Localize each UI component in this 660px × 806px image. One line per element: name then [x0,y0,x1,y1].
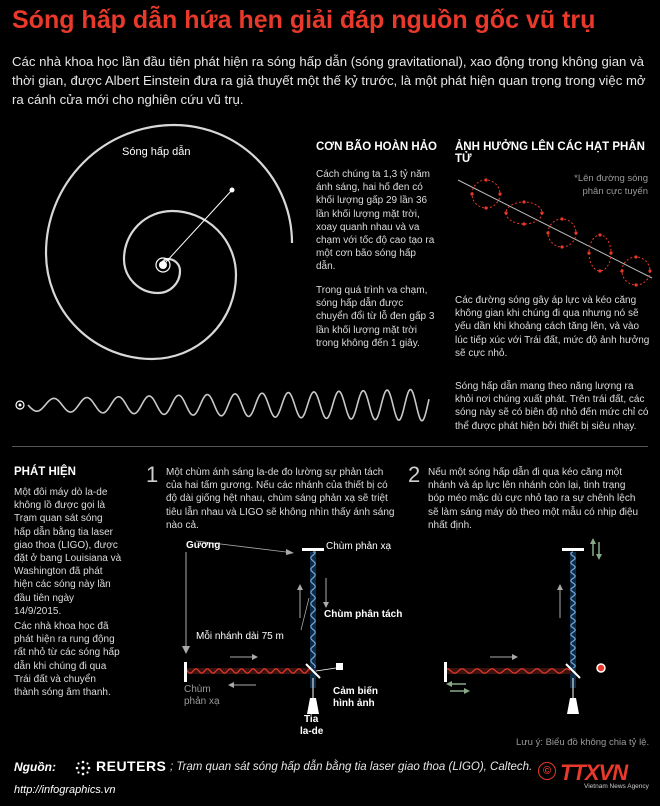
intro-text: Các nhà khoa học lần đầu tiên phát hiện ra sóng hấp dẫn (sóng gravitational), xao động trong không gian và thời gian, được Albert Einstein đưa ra giả thuyết một thế kỷ trước, là một phát hiện quan trọng trong việc mở ra cánh cửa mới cho nghiên cứu vũ trụ. [12,54,646,107]
scale-note: Lưu ý: Biểu đồ không chia tỷ lệ. [516,737,650,748]
detect-paragraph-1: Một đôi máy dò la-de không lồ được gọi là Trạm quan sát sóng hấp dẫn bằng tia laser giao thoa (LIGO), được đặt ở bang Louisiana và Washington đã phát hiện các sóng này lần đầu tiên ngày 14/9/2015. [14,487,122,617]
reuters-logo-icon [74,759,92,777]
step-2-text: Nếu một sóng hấp dẫn đi qua kéo căng một nhánh và áp lực lên nhánh còn lại, tinh trạng bóp méo mặc dù cực nhỏ tạo ra sự chênh lệch sẽ làm sáng máy dò theo một mẫu có nhịp điệu nhất định. [428,467,639,531]
ttxvn-logo-sub: Vietnam News Agency [584,783,649,790]
particles-paragraph-1: Các đường sóng gây áp lực và kéo căng không gian khi chúng đi qua nhưng nó sẽ yếu dần khi khoảng cách tăng lên, và vào lúc tiếp xúc với Trái đất, mức độ ảnh hưởng sẽ cực nhỏ. [455,295,650,359]
storm-heading: CƠN BÃO HOÀN HẢO [316,141,437,153]
wave-line [14,380,434,430]
pointer-line [166,190,232,262]
step-1-number: 1 [146,462,159,487]
footer-url[interactable]: http://infographics.vn [14,784,116,796]
mirror-top [302,548,324,551]
sensor-label-1: Cảm biến [333,686,379,697]
step-2-number: 2 [408,462,421,487]
detect-heading: PHÁT HIỆN [14,466,76,478]
particles-heading: ẢNH HƯỞNG LÊN CÁC HẠT PHÂN TỬ [455,141,645,165]
particles-note: *Lên đường sóng phân cực tuyến [574,173,648,198]
spiral-label: Sóng hấp dẫn [122,146,191,158]
reflect-left-label-2: phản xạ [184,696,220,707]
reflect-left-label-1: Chùm [184,684,211,695]
sensor-lit-icon [597,664,605,672]
sensor-label-2: hình ảnh [333,698,375,709]
storm-paragraph-2: Trong quá trình va chạm, sóng hấp dẫn được chuyển đổi từ lỗ đen gấp 3 lần khối lượng mặt trời trong không đến 1 giây. [316,285,435,349]
sensor-icon [336,663,343,670]
particles-diagram [452,160,660,290]
reflect-top-label: Chùm phản xạ [326,541,392,552]
spiral-waves [46,125,292,359]
black-hole-pair-icon [159,261,167,269]
mirror-label: Gương [186,540,221,551]
laser-source-icon [307,698,319,714]
mirror-left [184,662,187,682]
detect-paragraph-2: Các nhà khoa học đã phát hiện ra rung động rất nhỏ từ các sóng hấp dẫn khi chúng đi qua Trái đất và chuyển thành sóng âm thanh. [14,621,120,699]
source-text: ; Trạm quan sát sóng hấp dẫn bằng tia laser giao thoa (LIGO), Caltech. [170,761,533,773]
particles-paragraph-2: Sóng hấp dẫn mang theo năng lượng ra khỏi nơi chúng xuất phát. Trên trái đất, các sóng này sẽ có biên độ nhỏ đến mức chỉ có thể được phát hiện bởi thiết bị siêu nhạy. [455,381,649,432]
laser-label-1: Tia [304,714,319,725]
branch-length-label: Mỗi nhánh dài 75 m [196,631,284,642]
ttxvn-logo: TTXVN [560,760,628,785]
ligo-diagram-2 [436,538,636,728]
step-1-text: Một chùm ánh sáng la-de đo lường sự phản tách của hai tấm gương. Nếu các nhánh của thiết bị có độ dài giống hệt nhau, chùm sáng phản xạ sẽ triệt tiêu lẫn nhau và LIGO sẽ không nhìn thấy ánh sáng nào cả. [166,467,395,531]
section-divider [12,446,648,447]
wave-direction-line [458,180,652,278]
page-title: Sóng hấp dẫn hứa hẹn giải đáp nguồn gốc vũ trụ [12,6,596,34]
splitter-label: Chùm phân tách [324,609,403,620]
copyright-icon: © [538,762,556,780]
source-label: Nguồn: [14,760,56,774]
reuters-text: REUTERS [96,758,167,774]
laser-label-2: la-de [300,726,324,737]
storm-paragraph-1: Cách chúng ta 1,3 tỷ năm ánh sáng, hai hố đen có khối lượng gấp 29 lần 36 lần khối lượng mặt trời, xoay quanh nhau và va chạm với tốc độ cao tạo ra một cơn bão sóng hấp dẫn. [316,169,435,273]
spiral-diagram [0,120,310,410]
